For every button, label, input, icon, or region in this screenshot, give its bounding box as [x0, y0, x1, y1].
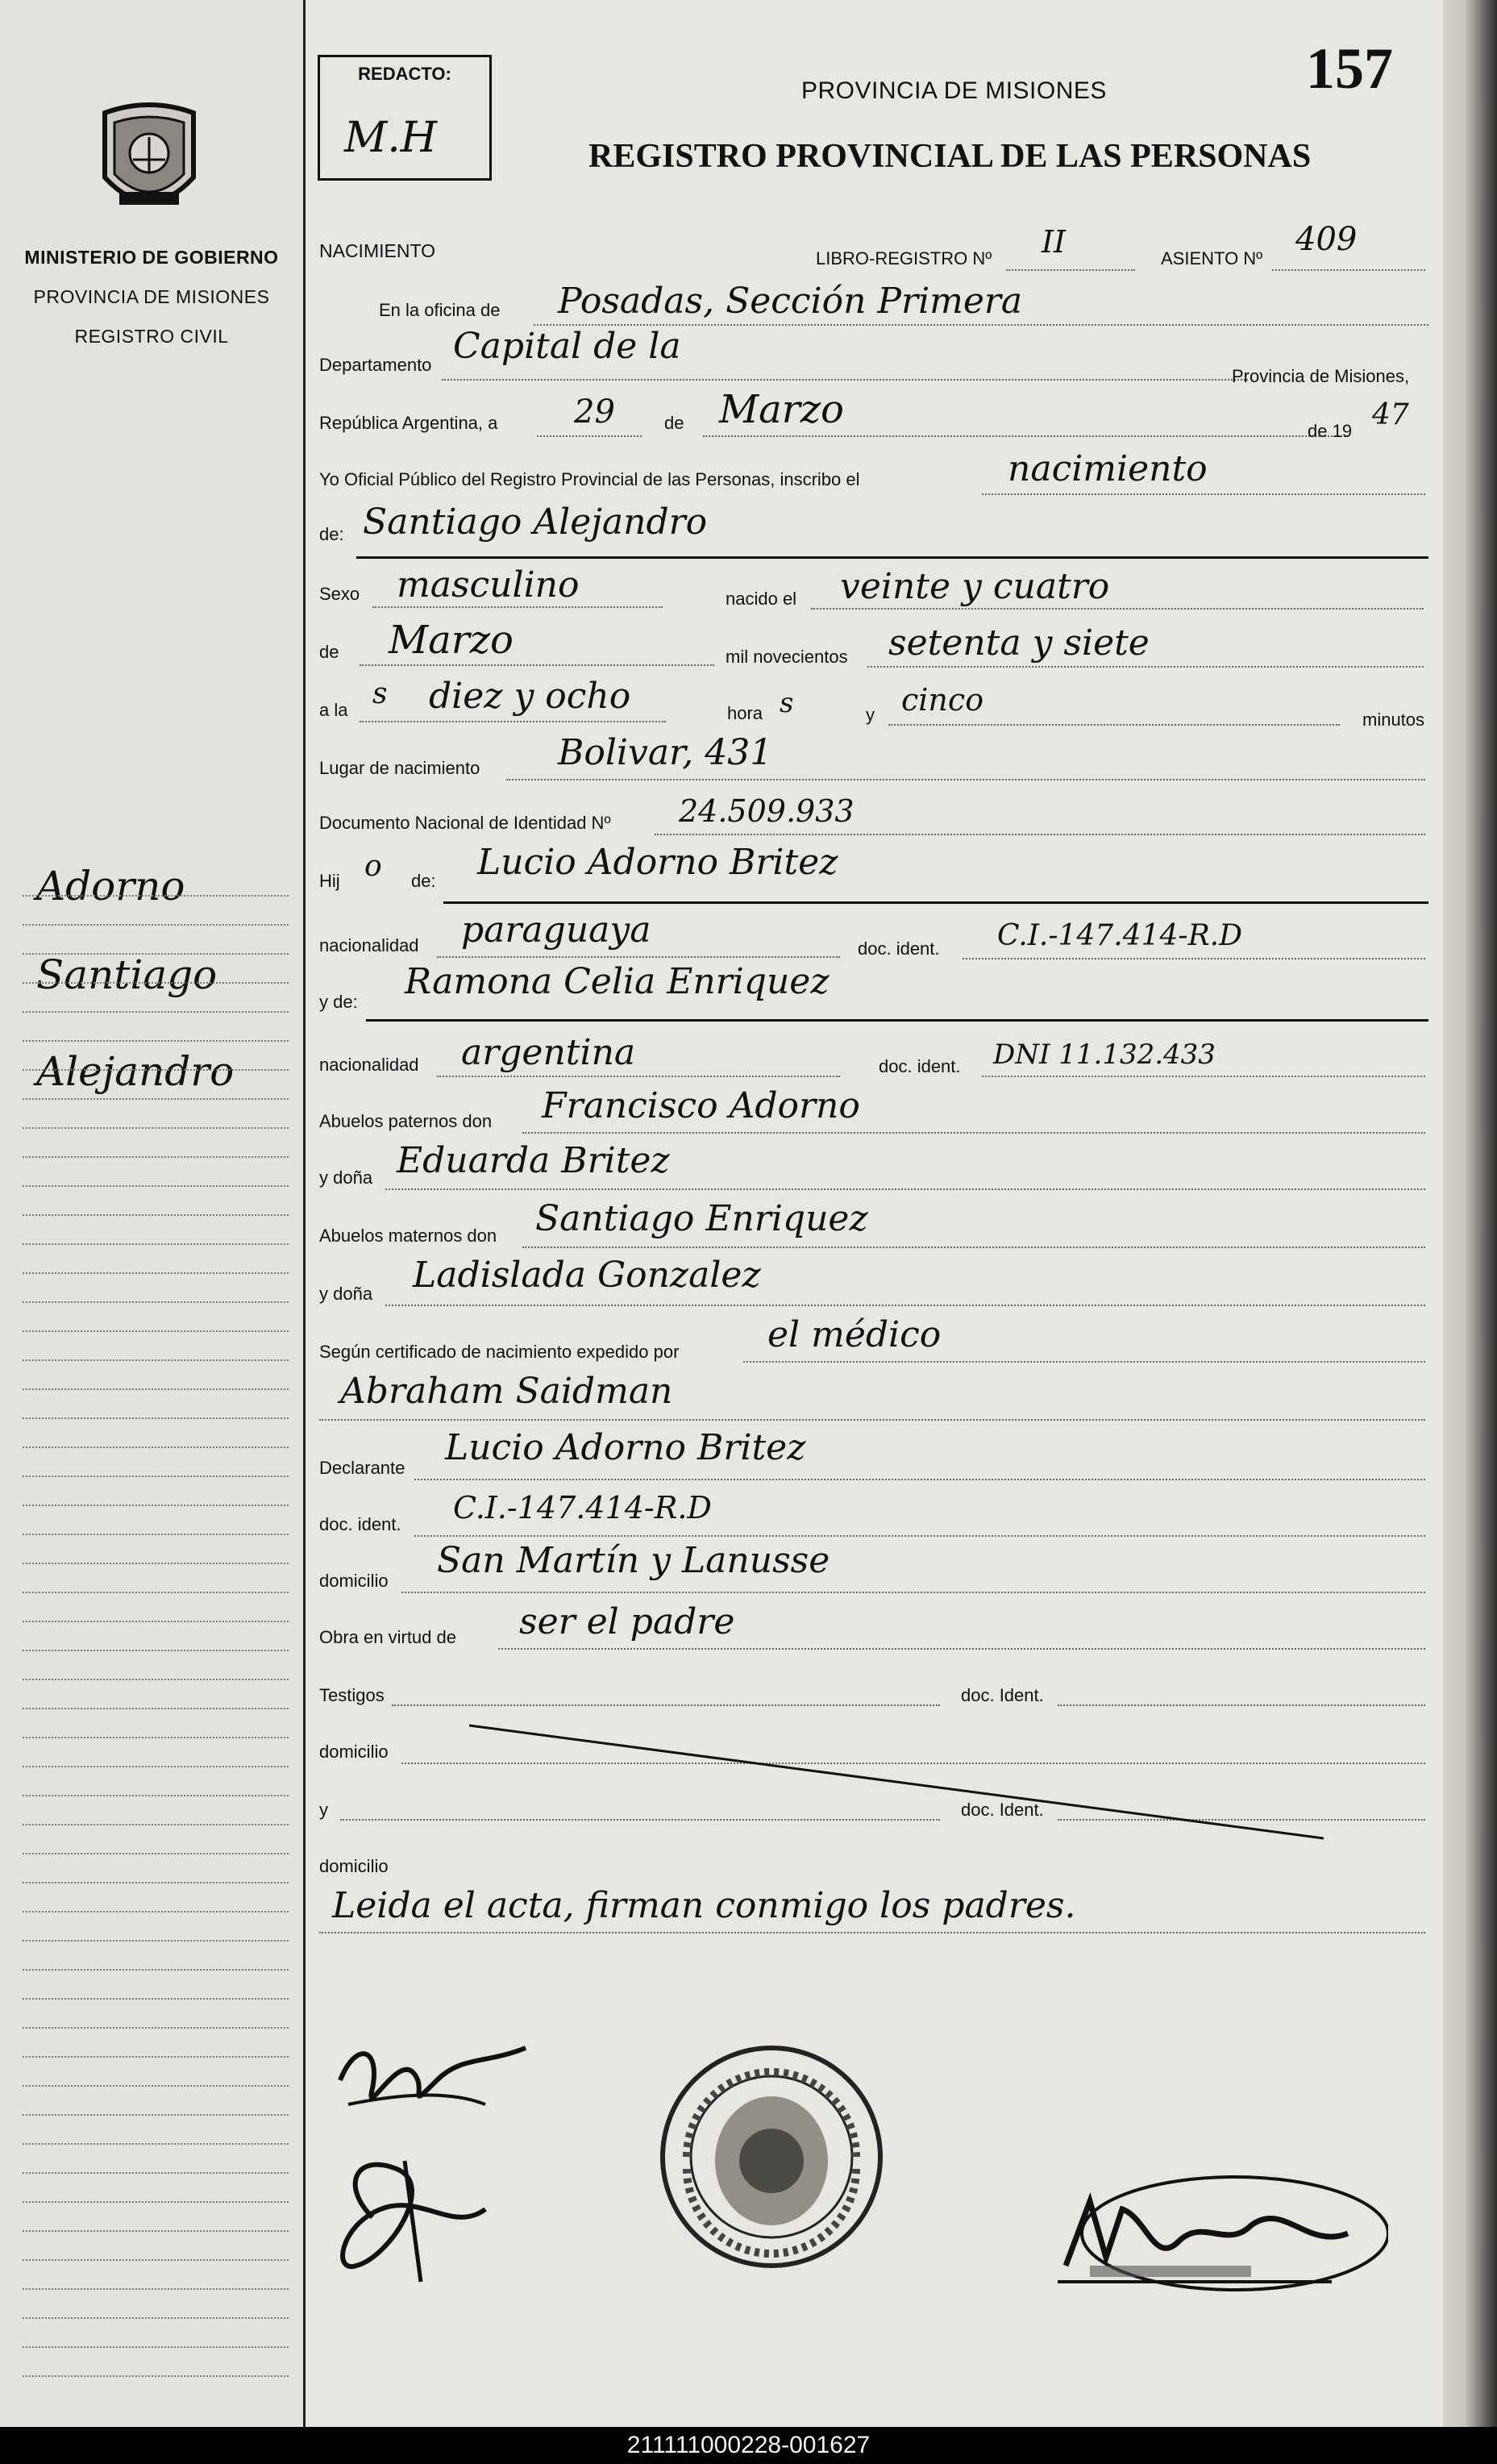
margin-column [0, 0, 306, 2427]
oficial-line [982, 493, 1425, 495]
medico-line [319, 1419, 1425, 1421]
nac1-label: nacionalidad [319, 935, 419, 955]
margin-ruled-line [23, 2085, 289, 2087]
margin-ruled-line [23, 2056, 289, 2058]
ydona2-line [385, 1305, 1425, 1306]
margin-middle-name: Alejandro [36, 1048, 235, 1095]
padre-value: Lucio Adorno Britez [477, 842, 838, 883]
nacido-value: veinte y cuatro [840, 566, 1110, 607]
margin-ruled-line [23, 1185, 289, 1187]
departamento-value: Capital de la [453, 326, 681, 367]
testigos-line [392, 1704, 940, 1706]
domicilio1-line [401, 1592, 1425, 1593]
doc1-value: C.I.-147.414-R.D [997, 919, 1242, 952]
header-registro: REGISTRO PROVINCIAL DE LAS PERSONAS [588, 138, 1312, 175]
nac2-line [437, 1076, 840, 1077]
margin-ruled-line [23, 2027, 289, 2029]
ydona2-value: Ladislada Gonzalez [413, 1255, 761, 1296]
hij-label: Hij [319, 871, 340, 891]
cert-label: Según certificado de nacimiento expedido por [319, 1342, 680, 1362]
margin-ruled-line [23, 1911, 289, 1913]
minutos-value: cinco [901, 682, 984, 718]
asiento-line [1272, 269, 1425, 271]
libro-label: LIBRO-REGISTRO Nº [816, 248, 992, 268]
margin-ruled-line [23, 2201, 289, 2203]
cert-line [743, 1361, 1425, 1363]
margin-ruled-line [23, 1301, 289, 1303]
margin-ruled-line [23, 1679, 289, 1680]
margin-ruled-line [23, 1824, 289, 1825]
ala-label: a la [319, 700, 348, 720]
margin-ruled-line [23, 1650, 289, 1651]
margin-ruled-line [23, 1563, 289, 1564]
margin-ruled-line [23, 1127, 289, 1129]
margin-ruled-line [23, 2172, 289, 2174]
province-crest-icon [97, 97, 202, 226]
ab-mat-value: Santiago Enriquez [535, 1198, 868, 1239]
republica-label: República Argentina, a [319, 413, 498, 433]
margin-ruled-line [23, 1940, 289, 1942]
ala-value: s [372, 677, 388, 710]
lugar-label: Lugar de nacimiento [319, 758, 480, 778]
anio-value: 47 [1372, 398, 1409, 431]
lugar-value: Bolivar, 431 [558, 732, 773, 773]
libro-value: II [1042, 224, 1067, 260]
leida-value: Leida el acta, firman conmigo los padres. [332, 1885, 1076, 1926]
hora-value: diez y ocho [429, 676, 631, 717]
sexo-line [372, 606, 663, 608]
domicilio2-label: domicilio [319, 1742, 389, 1762]
horas-suffix: s [780, 687, 794, 719]
sexo-label: Sexo [319, 584, 360, 604]
leida-line [319, 1932, 1425, 1933]
ab-mat-line [522, 1247, 1425, 1248]
margin-ruled-line [23, 1534, 289, 1535]
margin-ruled-line [23, 1592, 289, 1593]
header-provincia: PROVINCIA DE MISIONES [801, 77, 1107, 104]
mes2-line [360, 664, 714, 666]
nacido-line [811, 608, 1424, 610]
doc1-label: doc. ident. [858, 939, 940, 959]
testigos-label: Testigos [319, 1685, 385, 1705]
dni-label: Documento Nacional de Identidad Nº [319, 813, 611, 833]
domicilio1-label: domicilio [319, 1571, 389, 1591]
parent-signatures [324, 2024, 550, 2290]
margin-ruled-line [23, 1446, 289, 1448]
cert-value: el médico [767, 1314, 942, 1355]
nombre-line [356, 556, 1428, 559]
ab-mat-label: Abuelos maternos don [319, 1226, 497, 1246]
page-edge [1443, 0, 1497, 2427]
margin-ruled-line [23, 1011, 289, 1013]
margin-ruled-line [23, 1795, 289, 1796]
ydona2-label: y doña [319, 1284, 373, 1304]
doc4-line [1058, 1704, 1425, 1706]
official-seal [655, 2040, 888, 2274]
medico-value: Abraham Saidman [340, 1371, 673, 1412]
mes-line [703, 435, 1348, 437]
redacto-label: REDACTO: [358, 64, 451, 84]
margin-ruled-line [23, 2143, 289, 2145]
ab-pat-label: Abuelos paternos don [319, 1111, 493, 1131]
margin-ruled-line [23, 1475, 289, 1477]
minutos-line [888, 724, 1340, 726]
margin-ruled-line [23, 2317, 289, 2319]
margin-ruled-line [23, 2114, 289, 2116]
margin-ruled-line [23, 1998, 289, 2000]
doc2-value: DNI 11.132.433 [993, 1038, 1216, 1071]
folio-number: 157 [1306, 36, 1393, 101]
ydona1-value: Eduarda Britez [397, 1140, 670, 1181]
doc2-label: doc. ident. [879, 1056, 961, 1076]
margin-ruled-line [23, 2288, 289, 2290]
domicilio1-value: San Martín y Lanusse [437, 1540, 830, 1581]
margin-ruled-line [23, 1882, 289, 1883]
ydona1-label: y doña [319, 1167, 373, 1188]
margin-ruled-line [23, 1737, 289, 1738]
margin-ruled-line [23, 1505, 289, 1506]
margin-ruled-line [23, 1969, 289, 1971]
margin-surname: Adorno [36, 863, 185, 909]
sexo-value: masculino [397, 564, 580, 606]
obra-line [498, 1648, 1425, 1650]
obra-value: ser el padre [519, 1601, 735, 1642]
nombre-de-label: de: [319, 524, 344, 544]
nac2-label: nacionalidad [319, 1055, 419, 1075]
ab-pat-line [522, 1132, 1425, 1134]
form-area [308, 0, 1443, 2427]
margin-ruled-line [23, 1214, 289, 1216]
declarante-value: Lucio Adorno Britez [445, 1427, 806, 1468]
dia-value: 29 [574, 393, 615, 431]
nombre-value: Santiago Alejandro [363, 502, 708, 543]
libro-line [1006, 269, 1135, 271]
oficina-label: En la oficina de [379, 300, 501, 320]
oficial-value: nacimiento [1008, 448, 1208, 489]
provincia-suffix: Provincia de Misiones, [1232, 366, 1410, 386]
doc4-label: doc. Ident. [961, 1685, 1044, 1705]
margin-ruled-line [23, 2346, 289, 2348]
departamento-line [442, 379, 1248, 381]
nac1-value: paraguaya [461, 909, 651, 951]
ab-pat-value: Francisco Adorno [542, 1085, 860, 1126]
margin-ruled-line [23, 1853, 289, 1854]
de-label: de [664, 413, 684, 433]
margin-ruled-line [23, 1040, 289, 1042]
dni-line [655, 834, 1425, 835]
declarante-label: Declarante [319, 1458, 405, 1478]
oficial-label: Yo Oficial Público del Registro Provincial de las Personas, inscribo el [319, 469, 860, 489]
margin-ruled-line [23, 2230, 289, 2232]
anio2-line [867, 666, 1424, 668]
redacto-box [318, 55, 492, 181]
nacido-label: nacido el [726, 589, 797, 609]
margin-ruled-line [23, 1766, 289, 1767]
mil-label: mil novecientos [726, 647, 848, 667]
margin-ruled-line [23, 1417, 289, 1419]
hij-de-label: de: [411, 871, 436, 891]
margin-ruled-line [23, 895, 289, 897]
margin-ruled-line [23, 924, 289, 926]
margin-ruled-line [23, 1243, 289, 1245]
doc3-line [414, 1535, 1425, 1537]
departamento-label: Departamento [319, 355, 432, 375]
doc2-line [982, 1076, 1425, 1077]
minutos-label: minutos [1362, 710, 1425, 730]
ydona1-line [385, 1188, 1425, 1190]
nac2-value: argentina [461, 1032, 636, 1073]
madre-line [366, 1019, 1428, 1022]
padre-line [443, 901, 1428, 904]
strike-line [469, 1709, 1324, 1846]
provincia-label: PROVINCIA DE MISIONES [33, 286, 270, 307]
de2-label: de [319, 642, 339, 662]
lugar-line [506, 779, 1425, 780]
margin-ruled-line [23, 2375, 289, 2377]
mes-value: Marzo [719, 387, 844, 432]
nacimiento-label: NACIMIENTO [319, 240, 435, 261]
doc3-label: doc. ident. [319, 1514, 401, 1534]
doc5-label: doc. Ident. [961, 1800, 1044, 1820]
margin-ruled-line [23, 1098, 289, 1100]
margin-ruled-line [23, 1708, 289, 1709]
margin-ruled-line [23, 2259, 289, 2261]
anio-label: de 19 [1308, 421, 1353, 441]
margin-first-name: Santiago [36, 951, 218, 998]
oficina-value: Posadas, Sección Primera [558, 281, 1023, 322]
y-label: y [866, 705, 875, 725]
registrar-signature [1042, 2169, 1388, 2314]
mes2-value: Marzo [389, 618, 514, 663]
horas-label: hora [727, 703, 763, 723]
margin-ruled-line [23, 953, 289, 955]
yde-label: y de: [319, 992, 358, 1012]
dni-value: 24.509.933 [679, 793, 855, 829]
margin-ruled-line [23, 982, 289, 984]
domicilio3-label: domicilio [319, 1856, 389, 1876]
margin-ruled-line [23, 1330, 289, 1332]
obra-label: Obra en virtud de [319, 1627, 456, 1647]
anio2-value: setenta y siete [888, 622, 1150, 664]
margin-ruled-line [23, 1156, 289, 1158]
margin-ruled-line [23, 1621, 289, 1622]
margin-ruled-line [23, 1272, 289, 1274]
hora-line [360, 721, 666, 722]
ministerio-label: MINISTERIO DE GOBIERNO [24, 247, 279, 268]
redacto-initials: M.H [344, 114, 438, 162]
archive-caption: 211111000228-001627 [0, 2427, 1497, 2464]
asiento-label: ASIENTO Nº [1161, 248, 1263, 268]
registro-civil-label: REGISTRO CIVIL [74, 326, 229, 347]
y2-label: y [319, 1800, 328, 1820]
declarante-line [414, 1479, 1425, 1480]
dia-line [537, 435, 642, 437]
margin-ruled-line [23, 1359, 289, 1361]
asiento-value: 409 [1295, 221, 1358, 258]
madre-value: Ramona Celia Enriquez [405, 961, 830, 1002]
doc3-value: C.I.-147.414-R.D [453, 1490, 712, 1525]
margin-ruled-line [23, 1388, 289, 1390]
nac1-line [437, 956, 840, 958]
doc1-line [963, 958, 1425, 959]
margin-ruled-line [23, 1069, 289, 1071]
hij-value: o [364, 850, 382, 883]
